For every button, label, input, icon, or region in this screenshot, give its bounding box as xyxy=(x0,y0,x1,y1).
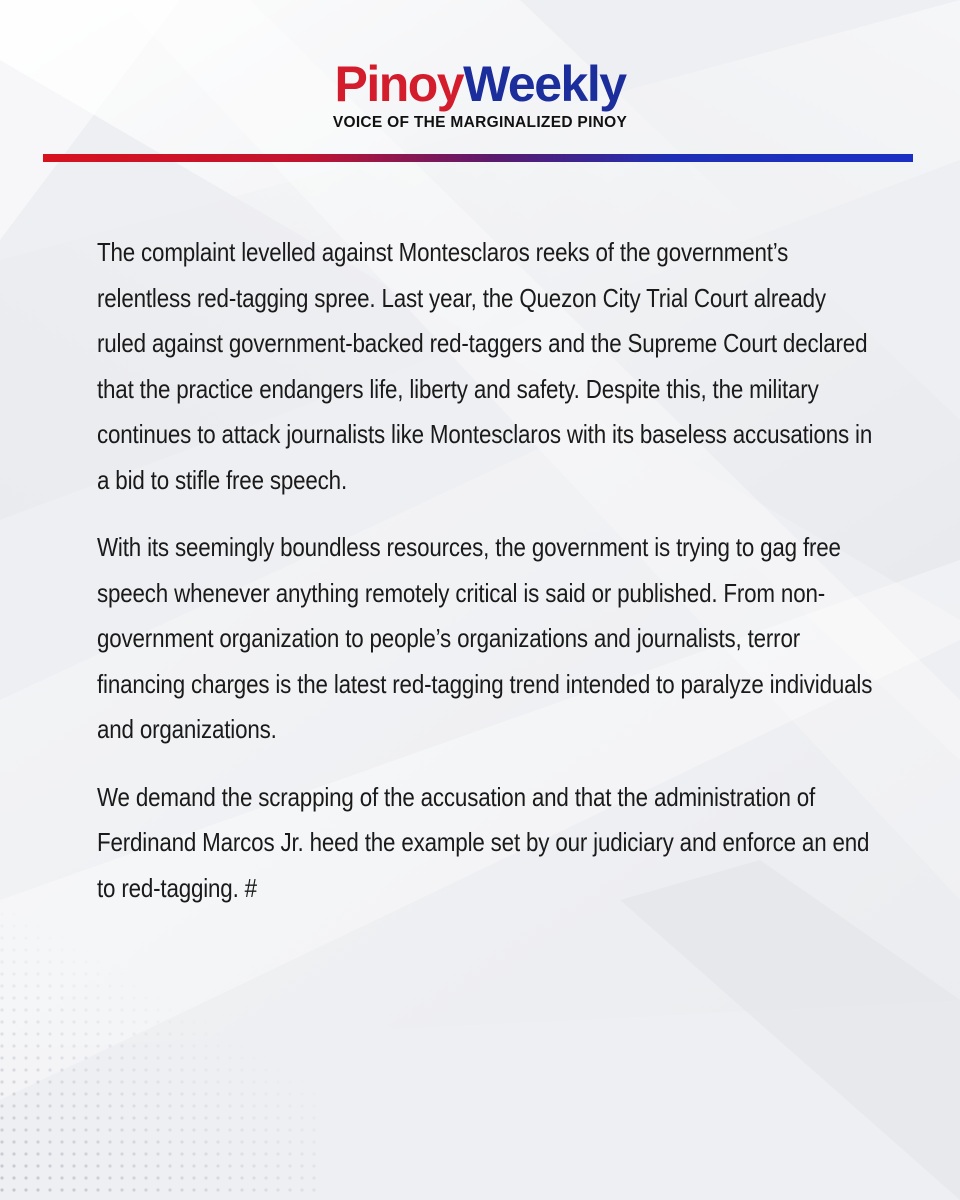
paragraph-2: With its seemingly boundless resources, the government is trying to gag free speech whenever anything remotely critical is said or published. From non-government organization to people’s organizations and journalists, terror financing charges is the latest red-tagging trend intended to paralyze individuals and organizations. xyxy=(97,532,873,744)
tagline: VOICE OF THE MARGINALIZED PINOY xyxy=(332,114,628,131)
paragraph-3: We demand the scrapping of the accusation and that the administration of Ferdinand Marcos Jr. heed the example set by our judiciary and enforce an end to red-tagging. # xyxy=(97,781,870,903)
paragraph-1: The complaint levelled against Montesclaros reeks of the government’s relentless red-tagging spree. Last year, the Quezon City Trial Court already ruled against government-backed red-taggers and the Supreme Court declared that the practice endangers life, liberty and safety. Despite this, the military continues to attack journalists like Montesclaros with its baseless accusations in a bid to stifle free speech. xyxy=(97,237,873,495)
pinoyweekly-logo xyxy=(334,56,625,112)
logo-pinoy: Pinoy xyxy=(334,56,464,112)
article-body xyxy=(97,230,873,933)
red-blue-divider xyxy=(43,154,913,162)
masthead xyxy=(0,56,960,132)
logo-weekly: Weekly xyxy=(463,56,626,112)
